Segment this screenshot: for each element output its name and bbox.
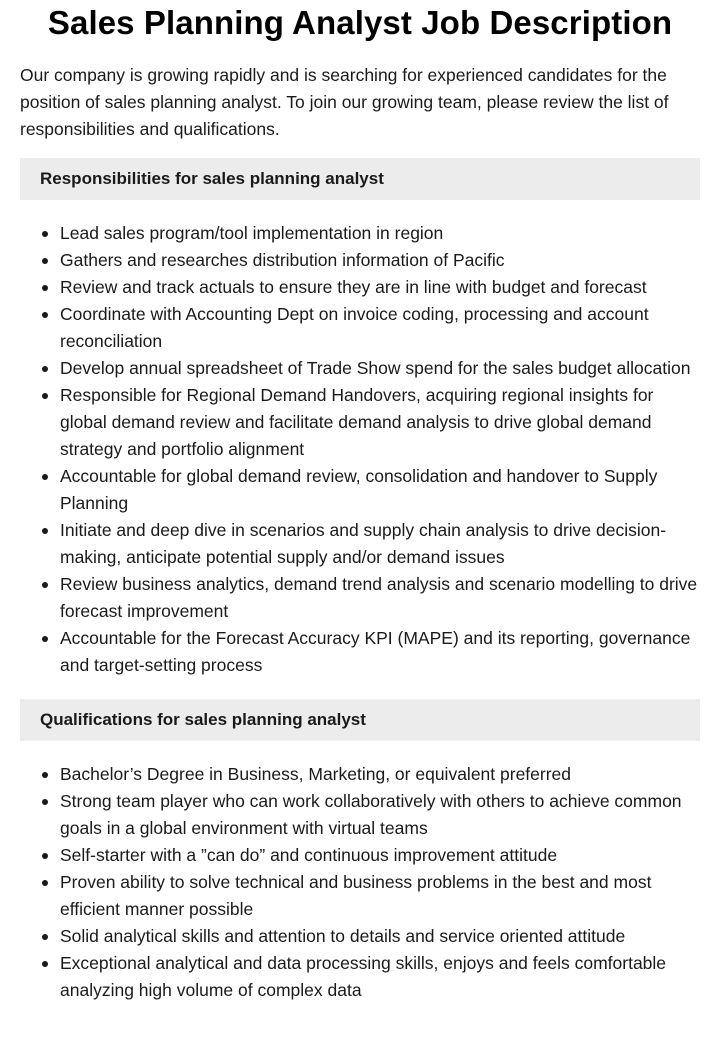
responsibilities-heading: Responsibilities for sales planning analyst xyxy=(20,158,700,200)
list-item: Gathers and researches distribution information of Pacific xyxy=(60,247,700,274)
qualifications-list xyxy=(20,761,700,1004)
intro-paragraph: Our company is growing rapidly and is searching for experienced candidates for the position of sales planning analyst. To join our growing team, please review the list of responsibilities and qualifications. xyxy=(20,65,669,139)
list-item: Exceptional analytical and data processing skills, enjoys and feels comfortable analyzing high volume of complex data xyxy=(60,950,700,1004)
responsibilities-list xyxy=(20,220,700,679)
list-item: Proven ability to solve technical and business problems in the best and most efficient manner possible xyxy=(60,869,700,923)
list-item: Initiate and deep dive in scenarios and supply chain analysis to drive decision-making, anticipate potential supply and/or demand issues xyxy=(60,517,700,571)
list-item: Strong team player who can work collaboratively with others to achieve common goals in a global environment with virtual teams xyxy=(60,788,700,842)
page-title: Sales Planning Analyst Job Description xyxy=(47,4,673,41)
list-item: Review business analytics, demand trend analysis and scenario modelling to drive forecast improvement xyxy=(60,571,700,625)
list-item: Self-starter with a ”can do” and continuous improvement attitude xyxy=(60,842,700,869)
list-item: Accountable for global demand review, consolidation and handover to Supply Planning xyxy=(60,463,700,517)
list-item: Review and track actuals to ensure they are in line with budget and forecast xyxy=(60,274,700,301)
qualifications-heading: Qualifications for sales planning analyst xyxy=(20,699,700,741)
list-item: Lead sales program/tool implementation in region xyxy=(60,220,700,247)
list-item: Accountable for the Forecast Accuracy KPI (MAPE) and its reporting, governance and target-setting process xyxy=(60,625,700,679)
list-item: Develop annual spreadsheet of Trade Show spend for the sales budget allocation xyxy=(60,355,700,382)
list-item: Bachelor’s Degree in Business, Marketing, or equivalent preferred xyxy=(60,761,700,788)
list-item: Responsible for Regional Demand Handovers, acquiring regional insights for global demand review and facilitate demand analysis to drive global demand strategy and portfolio alignment xyxy=(60,382,700,463)
list-item: Solid analytical skills and attention to details and service oriented attitude xyxy=(60,923,700,950)
list-item: Coordinate with Accounting Dept on invoice coding, processing and account reconciliation xyxy=(60,301,700,355)
